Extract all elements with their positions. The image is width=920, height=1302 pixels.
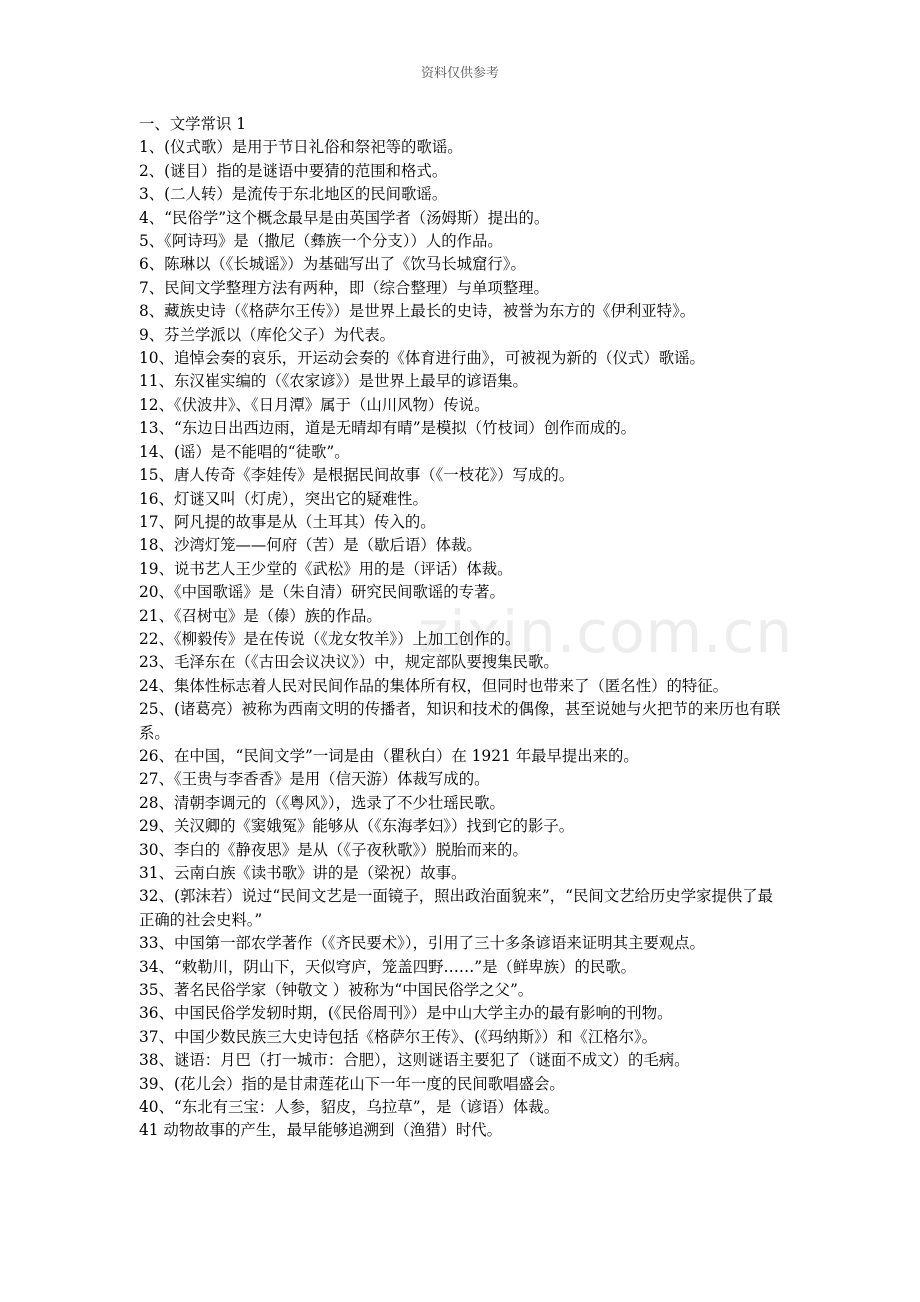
list-item: 12、《伏波井》、《日月潭》属于（山川风物）传说。 — [139, 395, 490, 414]
list-item: 1、(仪式歌）是用于节日礼俗和祭祀等的歌谣。 — [139, 138, 463, 157]
list-item: 35、著名民俗学家（钟敬文 ）被称为“中国民俗学之父”。 — [139, 981, 534, 1000]
section-title: 一、文学常识 1 — [139, 115, 247, 133]
list-item: 5、《阿诗玛》是（撒尼（彝族一个分支））人的作品。 — [139, 232, 503, 251]
list-item: 34、“敕勒川，阴山下，天似穹庐，笼盖四野……”是（鲜卑族）的民歌。 — [139, 957, 637, 976]
list-item: 33、中国第一部农学著作（《齐民要术》），引用了三十多条谚语来证明其主要观点。 — [139, 934, 705, 953]
list-item: 32、(郭沫若）说过“民间文艺是一面镜子，照出政治面貌来”，“民间文艺给历史学家提供了最正确的社会史料。” — [139, 887, 774, 929]
list-item: 20、《中国歌谣》是（朱自清）研究民间歌谣的专著。 — [139, 583, 505, 602]
list-item: 37、中国少数民族三大史诗包括《格萨尔王传》、(《玛纳斯》）和《江格尔》。 — [139, 1027, 658, 1046]
list-item: 4、“民俗学”这个概念最早是由英国学者（汤姆斯）提出的。 — [139, 208, 550, 227]
list-item: 38、谜语：月巴（打一城市：合肥），这则谜语主要犯了（谜面不成文）的毛病。 — [139, 1051, 690, 1070]
list-item: 18、沙湾灯笼——何府（苦）是（歇后语）体裁。 — [139, 536, 482, 555]
list-item: 36、中国民俗学发轫时期，(《民俗周刊》）是中山大学主办的最有影响的刊物。 — [139, 1004, 673, 1023]
list-item: 16、灯谜又叫（灯虎），突出它的疑难性。 — [139, 489, 428, 508]
watermark: zixin.com.cn — [418, 598, 794, 666]
list-item: 41 动物故事的产生，最早能够追溯到（渔猎）时代。 — [139, 1121, 503, 1140]
list-item: 9、芬兰学派以（库伦父子）为代表。 — [139, 325, 396, 344]
document-body — [139, 113, 785, 1143]
list-item: 21、《召树屯》是（傣）族的作品。 — [139, 606, 382, 625]
list-item: 26、在中国，“民间文学”一词是由（瞿秋白）在 1921 年最早提出来的。 — [139, 746, 639, 765]
list-item: 14、(谣）是不能唱的“徒歌”。 — [139, 442, 350, 461]
list-item: 3、(二人转）是流传于东北地区的民间歌谣。 — [139, 185, 448, 204]
list-item: 40、“东北有三宝：人参，貂皮，乌拉草”，是（谚语）体裁。 — [139, 1098, 560, 1117]
list-item: 22、《柳毅传》是在传说（《龙女牧羊》）上加工创作的。 — [139, 629, 521, 648]
list-item: 28、清朝李调元的（《粤风》），选录了不少壮瑶民歌。 — [139, 793, 505, 812]
list-item: 30、李白的《静夜思》是从（《子夜秋歌》）脱胎而来的。 — [139, 840, 528, 859]
list-item: 11、东汉崔实编的（《农家谚》）是世界上最早的谚语集。 — [139, 372, 528, 391]
list-item: 27、《王贵与李香香》是用（信天游）体裁写成的。 — [139, 770, 490, 789]
list-item: 10、追悼会奏的哀乐，开运动会奏的《体育进行曲》，可被视为新的（仪式）歌谣。 — [139, 349, 705, 368]
list-item: 31、云南白族《读书歌》讲的是（梁祝）故事。 — [139, 864, 467, 882]
list-item: 6、陈琳以（《长城谣》）为基础写出了《饮马长城窟行》。 — [139, 255, 526, 274]
list-item: 2、(谜目）指的是谜语中要猜的范围和格式。 — [139, 161, 448, 180]
list-item: 24、集体性标志着人民对民间作品的集体所有权，但同时也带来了（匿名性）的特征。 — [139, 676, 729, 695]
list-item: 8、藏族史诗（《格萨尔王传》）是世界上最长的史诗，被誉为东方的《伊利亚特》。 — [139, 302, 696, 321]
list-item: 25、(诸葛亮）被称为西南文明的传播者，知识和技术的偶像，甚至说她与火把节的来历也有联系。 — [139, 700, 781, 742]
list-item: 23、毛泽东在（《古田会议决议》）中，规定部队要搜集民歌。 — [139, 653, 559, 672]
page-header: 资料仅供参考 — [420, 66, 499, 81]
list-item: 19、说书艺人王少堂的《武松》用的是（评话）体裁。 — [139, 559, 513, 578]
list-item: 13、“东边日出西边雨，道是无晴却有晴”是模拟（竹枝词）创作而成的。 — [139, 419, 637, 438]
list-item: 17、阿凡提的故事是从（土耳其）传入的。 — [139, 512, 436, 531]
list-item: 39、(花儿会）指的是甘肃莲花山下一年一度的民间歌唱盛会。 — [139, 1074, 565, 1093]
list-item: 29、关汉卿的《窦娥冤》能够从（《东海孝妇》）找到它的影子。 — [139, 817, 575, 836]
list-item: 15、唐人传奇《李娃传》是根据民间故事（《一枝花》）写成的。 — [139, 466, 575, 485]
list-item: 7、民间文学整理方法有两种，即（综合整理）与单项整理。 — [139, 278, 549, 297]
